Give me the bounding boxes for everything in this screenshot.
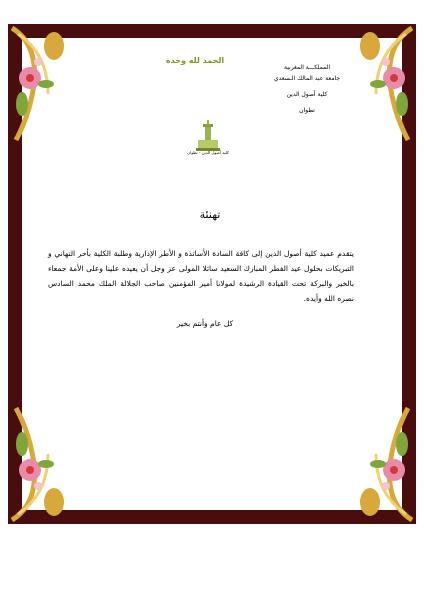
floral-corner-icon: [8, 24, 78, 144]
floral-corner-icon: [8, 404, 78, 524]
document-title: تهنئة: [199, 208, 221, 221]
kingdom-label: المملكـــة المغربية: [284, 64, 330, 71]
document-body: يتقدم عميد كلية أصول الدين إلى كافة السادة الأساتذة و الأطر الإدارية وطلبة الكلية بأحر التهاني و التبريكات بحلول عيد الفطر المبارك السعيد سائلا المولى عز وجل أن يعيده علينا وعلى الأمة جمعاء بالخير والبركة تحت القيادة الرشيدة لمولانا أمير المؤمنين صاحب الجلالة الملك محمد السادس نصره الله وأيده.: [48, 249, 354, 303]
floral-corner-icon: [346, 404, 416, 524]
university-label: جامعة عبد المالك الـسعدي: [273, 75, 341, 82]
city-label: تطوان: [299, 107, 315, 114]
closing-line: كل عام وأنتم بخير: [176, 319, 234, 328]
faculty-label: كلية أصول الدين: [286, 91, 328, 98]
floral-corner-icon: [346, 24, 416, 144]
motto-text: الحمد لله وحده: [165, 56, 225, 65]
institution-header: [262, 62, 352, 116]
logo-caption: كلية أصول الدين - تطوان: [187, 150, 229, 155]
